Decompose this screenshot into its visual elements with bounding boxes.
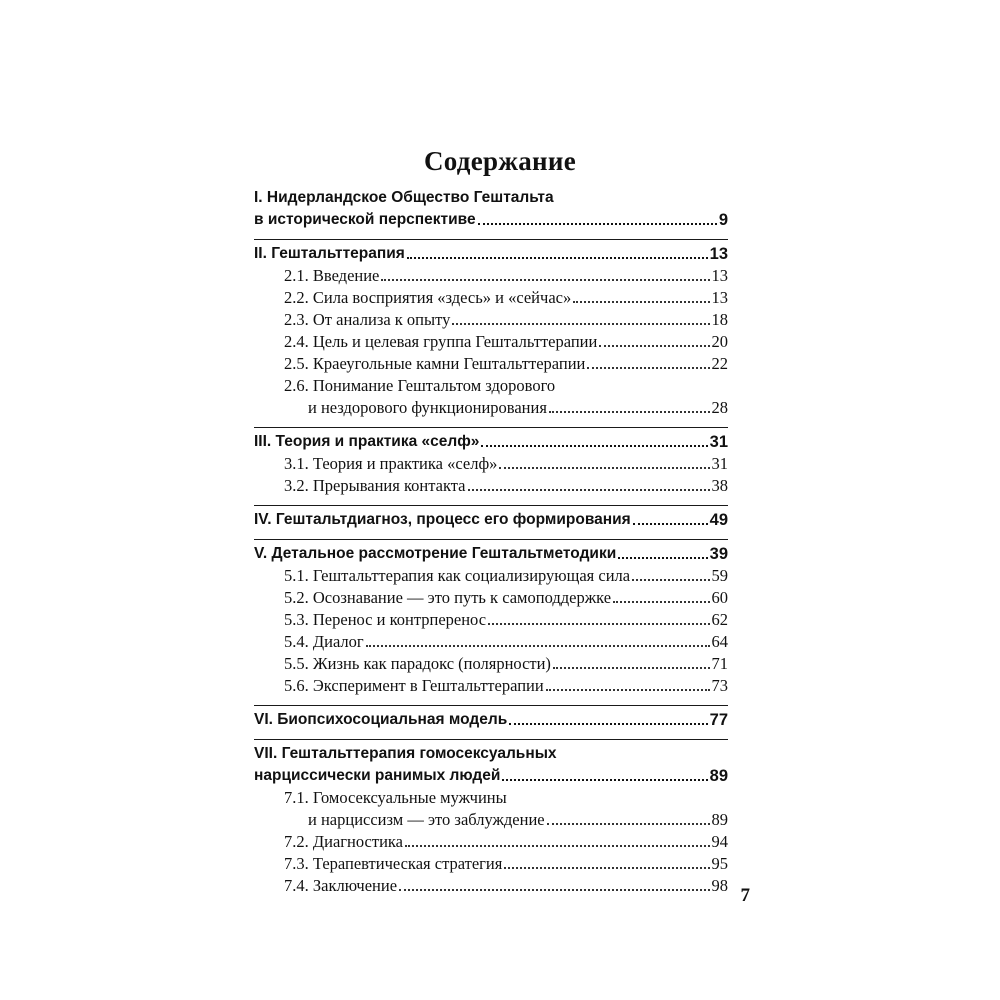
toc-section-label: 2.5. Краеугольные камни Гештальттерапии [284, 354, 586, 373]
toc-page-number: 13 [711, 288, 728, 307]
toc-section-label: 5.1. Гештальттерапия как социализирующая сила [284, 566, 631, 585]
toc-section-label: 7.1. Гомосексуальные мужчины [284, 788, 507, 807]
dot-leader [573, 301, 709, 303]
toc-page-number: 71 [711, 654, 728, 673]
table-of-contents [254, 186, 728, 896]
dot-leader [366, 645, 710, 647]
toc-chapter-7-line-1[interactable] [254, 742, 728, 764]
toc-chapter-6[interactable] [254, 708, 728, 730]
toc-page-number: 64 [711, 632, 728, 651]
toc-section-7-2[interactable] [254, 830, 728, 852]
toc-section-label: 2.6. Понимание Гештальтом здорового [284, 376, 556, 395]
toc-chapter-label: нарциссически ранимых людей [254, 767, 501, 784]
dot-leader [478, 223, 717, 225]
toc-page-number: 9 [718, 211, 728, 229]
dot-leader [618, 557, 707, 559]
toc-section-label: 5.5. Жизнь как парадокс (полярности) [284, 654, 551, 673]
dot-leader [502, 779, 707, 781]
toc-chapter-1-line-1[interactable] [254, 186, 728, 208]
dot-leader [468, 489, 710, 491]
toc-section-2-6-line-1[interactable] [254, 374, 728, 396]
toc-chapter-3[interactable] [254, 430, 728, 452]
toc-page-number: 89 [709, 767, 728, 785]
toc-page-number: 95 [711, 854, 728, 873]
toc-section-2-4[interactable] [254, 330, 728, 352]
dot-leader [481, 445, 707, 447]
toc-section-7-1-line-2[interactable] [254, 808, 728, 830]
toc-page-number: 77 [709, 711, 728, 729]
toc-page-number: 31 [709, 433, 728, 451]
section-divider [254, 730, 728, 740]
toc-page-number: 94 [711, 832, 728, 851]
dot-leader [452, 323, 709, 325]
toc-page-number: 39 [709, 545, 728, 563]
page-number: 7 [740, 885, 750, 906]
dot-leader [488, 623, 709, 625]
dot-leader [613, 601, 709, 603]
toc-section-label: 7.3. Терапевтическая стратегия [284, 854, 503, 873]
section-divider [254, 418, 728, 428]
dot-leader [547, 823, 710, 825]
toc-section-7-4[interactable] [254, 874, 728, 896]
section-divider [254, 530, 728, 540]
toc-page-number: 98 [711, 876, 728, 895]
dot-leader [405, 845, 710, 847]
toc-chapter-label: V. Детальное рассмотрение Гештальтметодики [254, 545, 617, 562]
toc-section-2-3[interactable] [254, 308, 728, 330]
dot-leader [399, 889, 709, 891]
toc-page-number: 59 [711, 566, 728, 585]
dot-leader [633, 523, 708, 525]
toc-section-label: 5.6. Эксперимент в Гештальттерапии [284, 676, 544, 695]
toc-section-3-1[interactable] [254, 452, 728, 474]
toc-section-label: 2.4. Цель и целевая группа Гештальттерапии [284, 332, 598, 351]
toc-chapter-label: I. Нидерландское Общество Гештальта [254, 189, 554, 206]
toc-section-5-1[interactable] [254, 564, 728, 586]
toc-section-label: 5.4. Диалог [284, 632, 364, 651]
toc-section-2-1[interactable] [254, 264, 728, 286]
toc-section-label: 3.1. Теория и практика «селф» [284, 454, 498, 473]
dot-leader [546, 689, 710, 691]
dot-leader [499, 467, 709, 469]
toc-page-number: 18 [711, 310, 728, 329]
toc-page-number: 31 [711, 454, 728, 473]
section-divider [254, 696, 728, 706]
dot-leader [632, 579, 709, 581]
toc-page-number: 60 [711, 588, 728, 607]
toc-page-number: 73 [711, 676, 728, 695]
toc-section-label: 7.4. Заключение [284, 876, 398, 895]
toc-chapter-2[interactable] [254, 242, 728, 264]
toc-section-5-2[interactable] [254, 586, 728, 608]
toc-chapter-label: в исторической перспективе [254, 211, 476, 228]
toc-page-number: 13 [711, 266, 728, 285]
dot-leader [553, 667, 710, 669]
toc-page-number: 89 [711, 810, 728, 829]
toc-section-label: 2.2. Сила восприятия «здесь» и «сейчас» [284, 288, 572, 307]
toc-section-label: 5.2. Осознавание — это путь к самоподдержке [284, 588, 612, 607]
toc-section-label: и нарциссизм — это заблуждение [308, 810, 545, 829]
page-title: Содержание [423, 146, 577, 176]
toc-section-5-4[interactable] [254, 630, 728, 652]
toc-section-3-2[interactable] [254, 474, 728, 496]
section-divider [254, 230, 728, 240]
toc-section-label: 5.3. Перенос и контрперенос [284, 610, 487, 629]
toc-section-label: 7.2. Диагностика [284, 832, 403, 851]
toc-page-number: 13 [709, 245, 728, 263]
toc-page-number: 49 [709, 511, 728, 529]
toc-page-number: 22 [711, 354, 728, 373]
toc-section-2-2[interactable] [254, 286, 728, 308]
dot-leader [504, 867, 709, 869]
toc-section-7-1-line-1[interactable] [254, 786, 728, 808]
toc-chapter-7-line-2[interactable] [254, 764, 728, 786]
dot-leader [599, 345, 709, 347]
toc-chapter-5[interactable] [254, 542, 728, 564]
toc-chapter-label: VI. Биопсихосоциальная модель [254, 711, 508, 728]
toc-section-5-3[interactable] [254, 608, 728, 630]
dot-leader [509, 723, 707, 725]
toc-chapter-label: II. Гештальттерапия [254, 245, 405, 262]
toc-chapter-4[interactable] [254, 508, 728, 530]
dot-leader [381, 279, 709, 281]
toc-page-number: 38 [711, 476, 728, 495]
section-divider [254, 496, 728, 506]
toc-chapter-1-line-2[interactable] [254, 208, 728, 230]
toc-section-label: и нездорового функционирования [308, 398, 547, 417]
toc-section-5-5[interactable] [254, 652, 728, 674]
toc-page-number: 20 [711, 332, 728, 351]
toc-section-label: 2.3. От анализа к опыту [284, 310, 451, 329]
toc-chapter-label: III. Теория и практика «селф» [254, 433, 480, 450]
toc-section-label: 3.2. Прерывания контакта [284, 476, 466, 495]
toc-section-label: 2.1. Введение [284, 266, 380, 285]
toc-section-2-5[interactable] [254, 352, 728, 374]
toc-page-number: 62 [711, 610, 728, 629]
toc-chapter-label: IV. Гештальтдиагноз, процесс его формирования [254, 511, 631, 528]
dot-leader [549, 411, 710, 413]
dot-leader [407, 257, 708, 259]
dot-leader [587, 367, 709, 369]
toc-section-2-6-line-2[interactable] [254, 396, 728, 418]
toc-chapter-label: VII. Гештальттерапия гомосексуальных [254, 745, 557, 762]
toc-section-5-6[interactable] [254, 674, 728, 696]
toc-section-7-3[interactable] [254, 852, 728, 874]
toc-page-number: 28 [711, 398, 728, 417]
